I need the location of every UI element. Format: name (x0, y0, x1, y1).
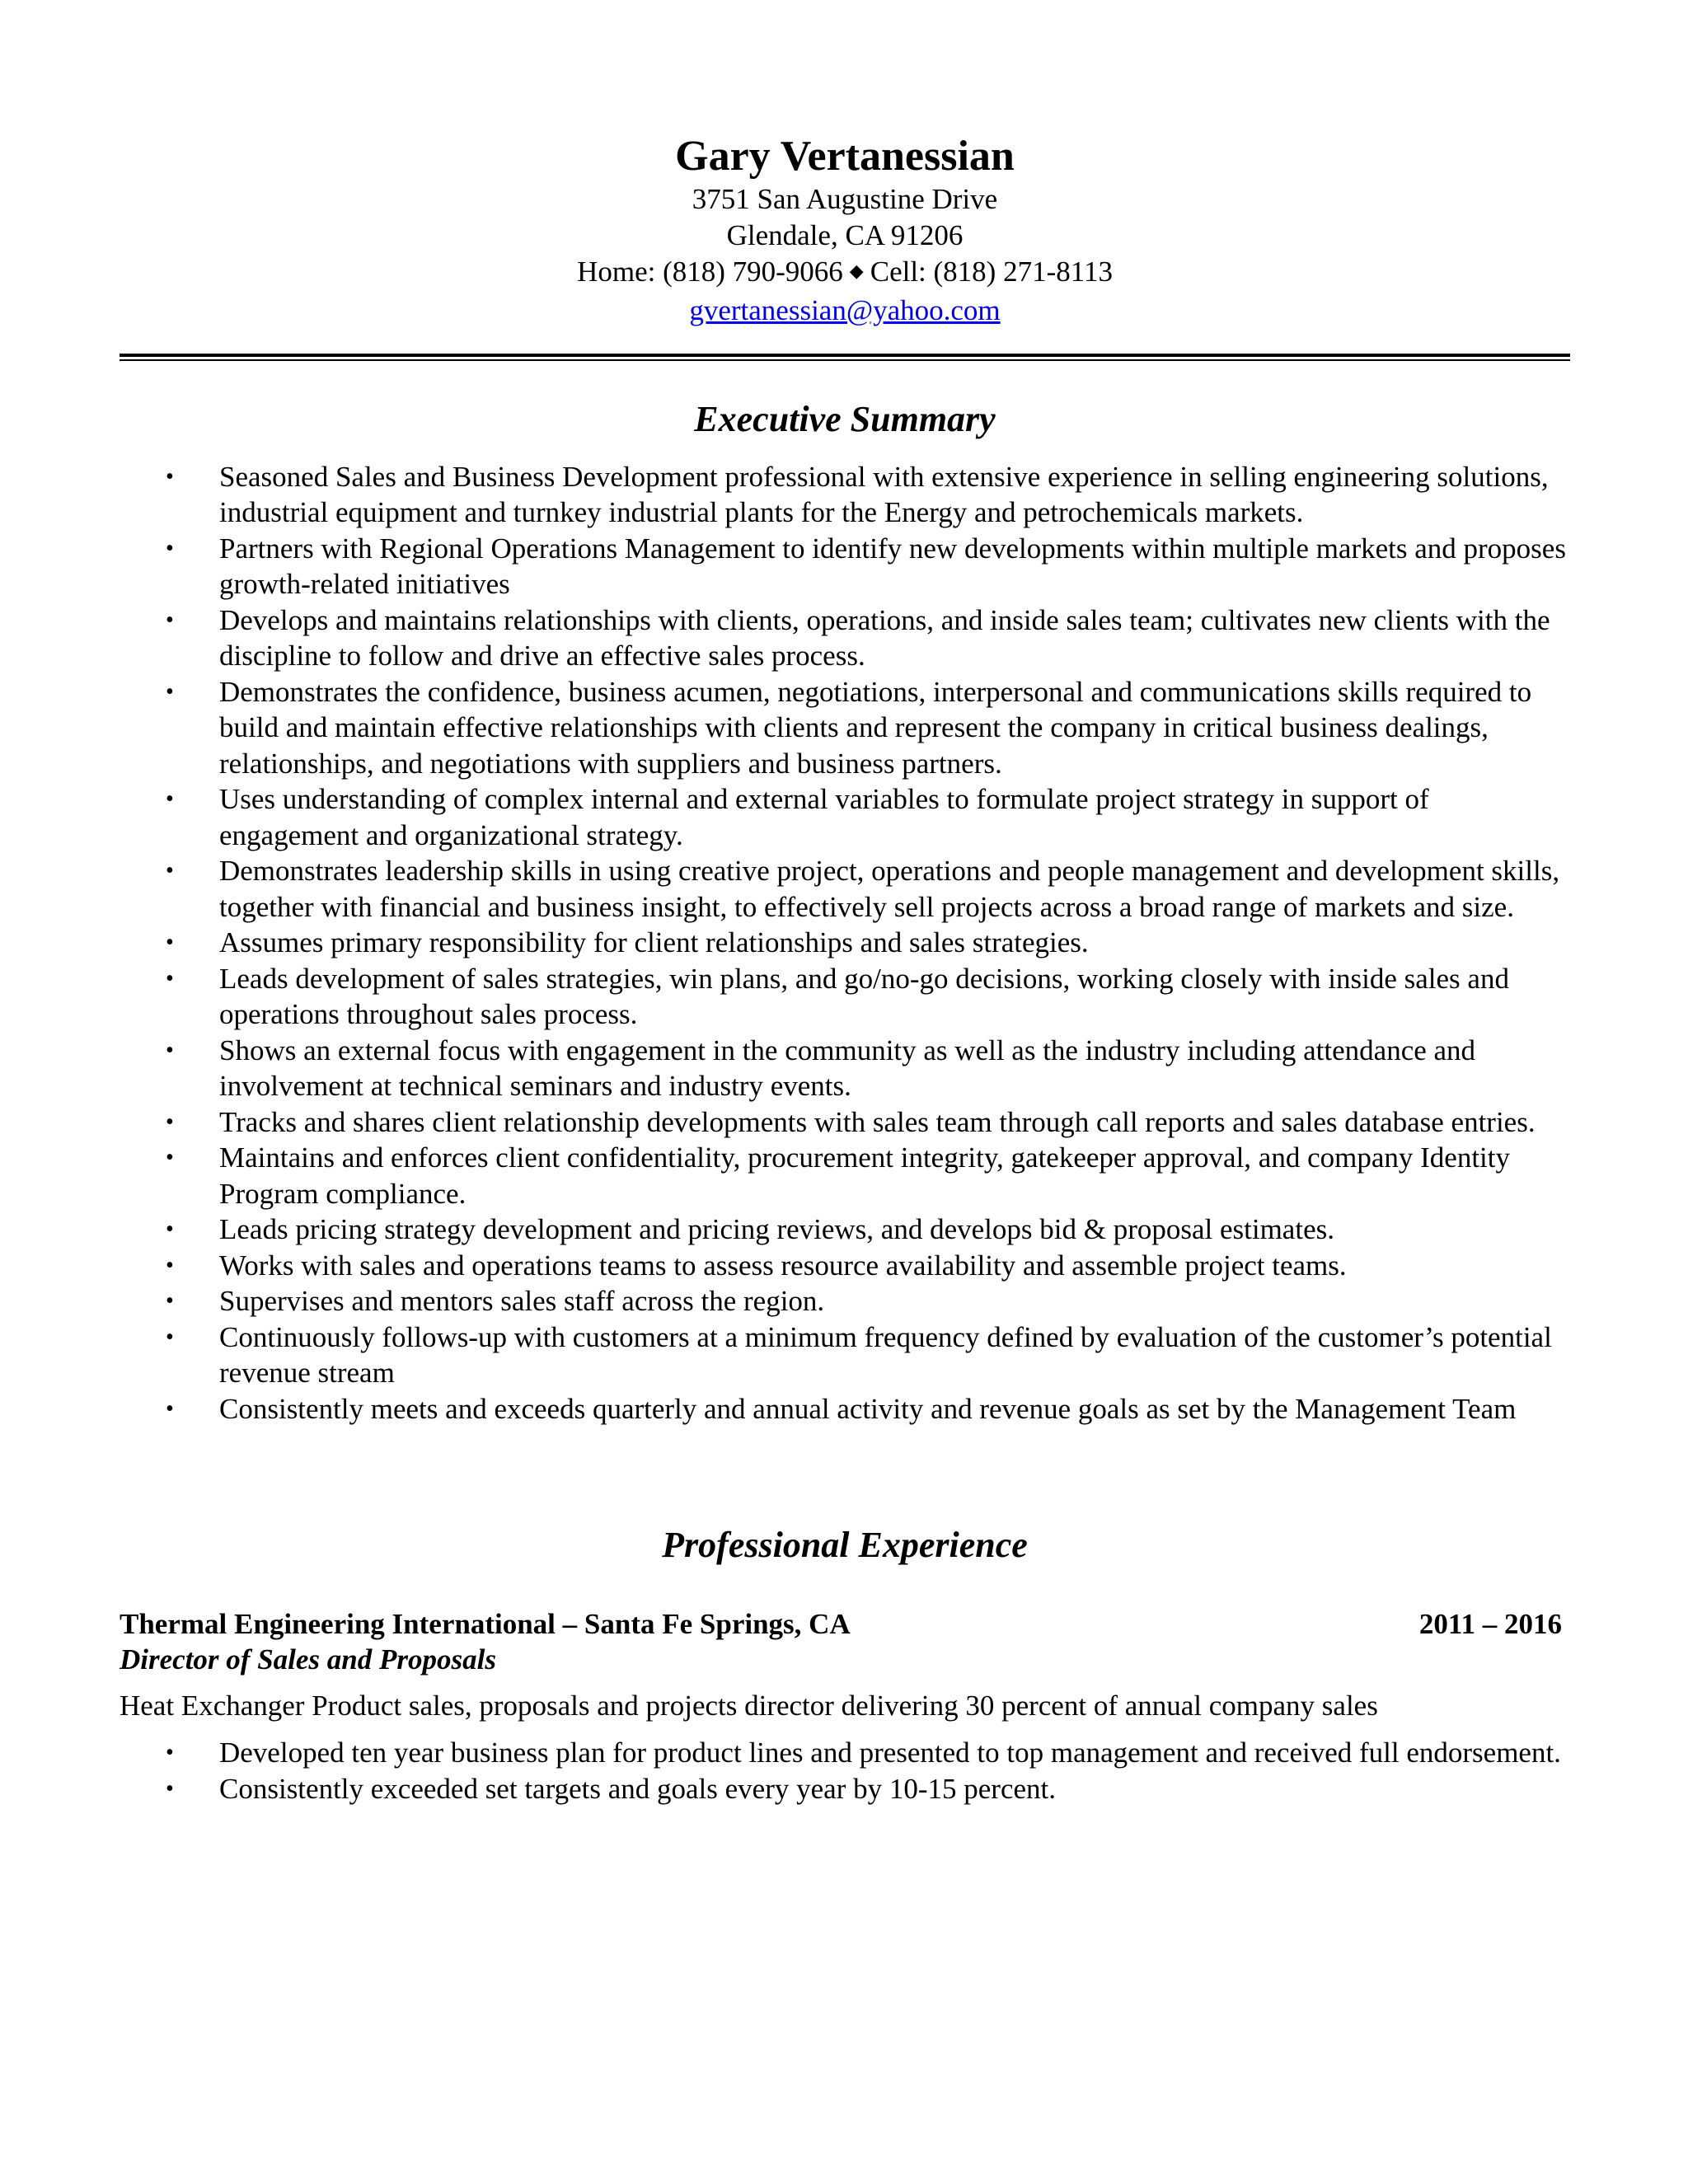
bullet-icon: • (166, 1037, 174, 1063)
summary-item: • Demonstrates leadership skills in using creative project, operations and people management and development skills, together with financial and business insight, to effectively sell projects across a broad range of markets and size. (166, 855, 1560, 923)
executive-summary-heading: Executive Summary (694, 398, 996, 439)
summary-item: • Seasoned Sales and Business Development professional with extensive experience in selling engineering solutions, industrial equipment and turnkey industrial plants for the Energy and petrochemicals markets. (166, 460, 1549, 529)
bullet-icon: • (166, 1145, 174, 1171)
bullet-icon: • (166, 1216, 174, 1243)
email-link[interactable]: gvertanessian@yahoo.com (689, 293, 1001, 326)
summary-item: • Supervises and mentors sales staff across the region. (120, 1283, 1570, 1319)
job-company: Thermal Engineering International – Santa Fe Springs, CA (120, 1608, 851, 1641)
bullet-icon: • (166, 1324, 174, 1350)
bullet-icon: • (166, 1740, 174, 1766)
summary-item: • Leads pricing strategy development and pricing reviews, and develops bid & proposal estimates. (120, 1212, 1570, 1248)
resume-page (120, 0, 1570, 1807)
summary-item: • Partners with Regional Operations Management to identify new developments within multiple markets and proposes growth-related initiatives (166, 532, 1566, 601)
job-dates: 2011 – 2016 (1418, 1608, 1562, 1641)
bullet-icon: • (166, 1252, 174, 1278)
resume-header (120, 0, 1570, 329)
address-line-1: 3751 San Augustine Drive (692, 183, 998, 215)
summary-item: • Uses understanding of complex internal and external variables to formulate project strategy in support of engagement and organizational strategy. (166, 783, 1429, 851)
summary-item: • Continuously follows-up with customers at a minimum frequency defined by evaluation of the customer’s potential revenue stream (166, 1320, 1552, 1390)
home-phone: Home: (818) 790-9066 (577, 255, 843, 288)
bullet-icon: • (166, 535, 174, 561)
phone-line (120, 254, 1570, 293)
professional-experience-heading: Professional Experience (662, 1525, 1028, 1566)
job-achievements-list (120, 1735, 1570, 1807)
bullet-icon: • (166, 463, 174, 490)
job-entry (120, 1606, 1570, 1807)
bullet-icon: • (166, 858, 174, 884)
achievement-item: • Developed ten year business plan for product lines and presented to top management and received full endorsement. (120, 1735, 1570, 1771)
bullet-icon: • (166, 607, 174, 633)
summary-item: • Works with sales and operations teams to assess resource availability and assemble project teams. (120, 1248, 1570, 1284)
bullet-icon: • (166, 1108, 174, 1135)
bullet-icon: • (166, 1288, 174, 1315)
candidate-name: Gary Vertanessian (675, 133, 1015, 180)
header-divider (120, 354, 1570, 361)
bullet-icon: • (166, 1775, 174, 1802)
bullet-icon: • (166, 965, 174, 991)
summary-item: • Maintains and enforces client confidentiality, procurement integrity, gatekeeper approval, and company Identity Program compliance. (166, 1141, 1510, 1210)
job-role: Director of Sales and Proposals (120, 1643, 496, 1676)
email-line (120, 293, 1570, 329)
summary-item: • Consistently meets and exceeds quarterly and annual activity and revenue goals as set by the Management Team (120, 1391, 1570, 1427)
summary-item: • Assumes primary responsibility for client relationships and sales strategies. (120, 925, 1570, 961)
bullet-icon: • (166, 930, 174, 956)
summary-item: • Develops and maintains relationships with clients, operations, and inside sales team; cultivates new clients with the discipline to follow and drive an effective sales process. (166, 603, 1550, 673)
executive-summary-list (120, 459, 1570, 1427)
diamond-separator-icon: ◆ (849, 260, 864, 281)
summary-item: • Demonstrates the confidence, business acumen, negotiations, interpersonal and communications skills required to build and maintain effective relationships with clients and represent the company in critical business dealings, relationships, and negotiations with suppliers and business partners. (166, 675, 1532, 780)
summary-item: • Shows an external focus with engagement in the community as well as the industry including attendance and involvement at technical seminars and industry events. (166, 1033, 1476, 1103)
address-line-2: Glendale, CA 91206 (726, 219, 964, 251)
bullet-icon: • (166, 1395, 174, 1422)
job-description: Heat Exchanger Product sales, proposals and projects director delivering 30 percent of annual company sales (120, 1690, 1378, 1722)
summary-item: • Tracks and shares client relationship developments with sales team through call reports and sales database entries. (120, 1104, 1570, 1141)
bullet-icon: • (166, 786, 174, 813)
job-header (120, 1606, 1570, 1642)
achievement-item: • Consistently exceeded set targets and goals every year by 10-15 percent. (120, 1771, 1570, 1807)
summary-item: • Leads development of sales strategies, win plans, and go/no-go decisions, working closely with inside sales and operations throughout sales process. (166, 962, 1509, 1031)
cell-phone: Cell: (818) 271-8113 (870, 255, 1113, 288)
bullet-icon: • (166, 678, 174, 705)
